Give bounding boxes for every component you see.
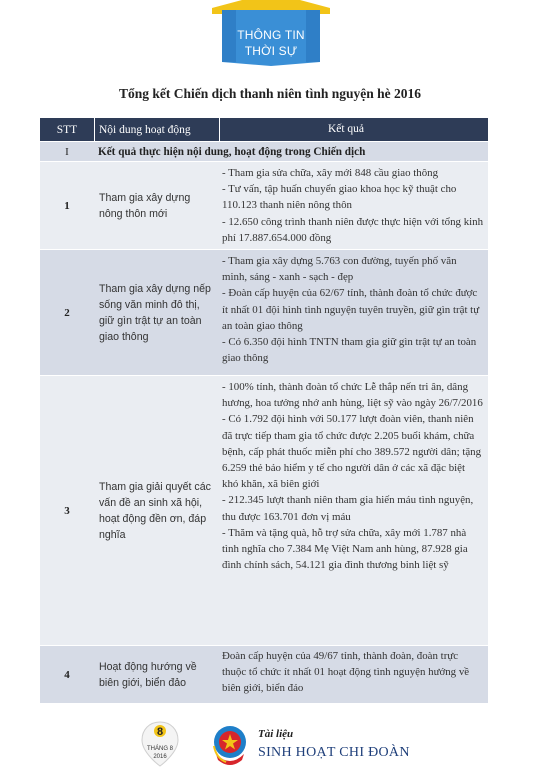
row-stt: 4	[64, 668, 70, 681]
result-line: - Đoàn cấp huyện của 62/67 tỉnh, thành đoàn tổ chức được ít nhất 01 đội hình tình nguyện tuyên truyền, giữ gìn trật tự an toàn giao thông	[222, 287, 482, 332]
result-line: - Có 6.350 đội hình TNTN tham gia giữ gìn trật tự an toàn giao thông	[222, 336, 479, 365]
result-line: - 100% tỉnh, thành đoàn tổ chức Lễ thắp nến tri ân, dâng hương, hoa tưởng nhớ anh hùng, liệt sỹ vào ngày 26/7/2016	[222, 381, 483, 410]
header-line-1: THÔNG TIN	[237, 28, 305, 42]
row-stt: 3	[64, 504, 70, 517]
result-line: - 212.345 lượt thanh niên tham gia hiến máu tình nguyện, thu được 163.701 đơn vị máu	[222, 494, 476, 523]
result-line: - Tham gia xây dựng 5.763 con đường, tuyến phố văn minh, sáng - xanh - sạch - đẹp	[222, 255, 460, 284]
section-row	[40, 142, 488, 162]
month-label: THÁNG 8	[146, 746, 173, 752]
section-stt: I	[65, 145, 69, 158]
table-row	[40, 162, 488, 250]
header-result: Kết quả	[327, 123, 365, 136]
table-row	[40, 376, 488, 646]
row-results	[218, 250, 488, 375]
page-month	[140, 745, 180, 761]
row-activity: Tham gia giải quyết các vấn đề an sinh xã hội, hoạt động đền ơn, đáp nghĩa	[99, 480, 211, 541]
header-content: Nội dung hoạt động	[99, 123, 191, 136]
results-table	[40, 118, 488, 704]
page-number: 8	[156, 726, 164, 738]
result-line: - Tham gia sửa chữa, xây mới 848 cầu giao thông	[222, 167, 439, 179]
result-line: Đoàn cấp huyện của 49/67 tỉnh, thành đoàn, đoàn trực thuộc tổ chức ít nhất 01 hoạt động tình nguyện hướng về biên giới, biển đảo	[222, 650, 472, 695]
row-activity: Tham gia xây dựng nếp sống văn minh đô thị, giữ gìn trật tự an toàn giao thông	[99, 282, 211, 343]
youth-union-emblem	[212, 724, 248, 768]
row-results	[218, 376, 488, 645]
footer-series-label: Tài liệu	[258, 728, 294, 740]
result-line: - Thăm và tặng quà, hỗ trợ sửa chữa, xây mới 1.787 nhà tình nghĩa cho 7.384 Mẹ Việt Nam anh hùng, 87.928 gia đình chính sách, 54.121 gia đình thương binh liệt sỹ	[222, 526, 471, 572]
year-label: 2016	[153, 754, 167, 760]
header-line-2: THỜI SỰ	[244, 44, 298, 58]
row-activity: Tham gia xây dựng nông thôn mới	[99, 191, 191, 220]
section-label: Kết quả thực hiện nội dung, hoạt động trong Chiến dịch	[98, 145, 366, 158]
result-line: - Tư vấn, tập huấn chuyển giao khoa học kỹ thuật cho 110.123 thanh niên nông thôn	[222, 183, 460, 212]
footer-series-title: SINH HOẠT CHI ĐOÀN	[258, 745, 410, 760]
row-results	[218, 646, 488, 703]
table-header-row	[40, 118, 488, 142]
row-stt: 2	[64, 306, 70, 319]
header-stt: STT	[56, 123, 78, 136]
table-row	[40, 250, 488, 376]
youth-union-logo	[212, 724, 248, 768]
row-stt: 1	[64, 199, 70, 212]
table-row	[40, 646, 488, 704]
result-line: - Có 1.792 đội hình với 50.177 lượt đoàn viên, thanh niên đã trực tiếp tham gia tổ chức được 2.205 buổi khám, chữa bệnh, cấp phát thuốc miễn phí cho 389.572 người dân; tặng 6.259 thẻ bảo hiểm y tế cho người dân ở các xã đặc biệt khó khăn, xã biên giới	[222, 413, 484, 491]
row-results	[218, 162, 488, 249]
page-title: Tổng kết Chiến dịch thanh niên tình nguyện hè 2016	[119, 86, 421, 101]
row-activity: Hoạt động hướng về biên giới, biển đảo	[99, 660, 197, 689]
page-number-badge	[140, 720, 180, 768]
result-line: - 12.650 công trình thanh niên được thực hiện với tổng kinh phí 17.887.654.000 đồng	[222, 215, 486, 244]
header-ribbon	[212, 0, 330, 66]
